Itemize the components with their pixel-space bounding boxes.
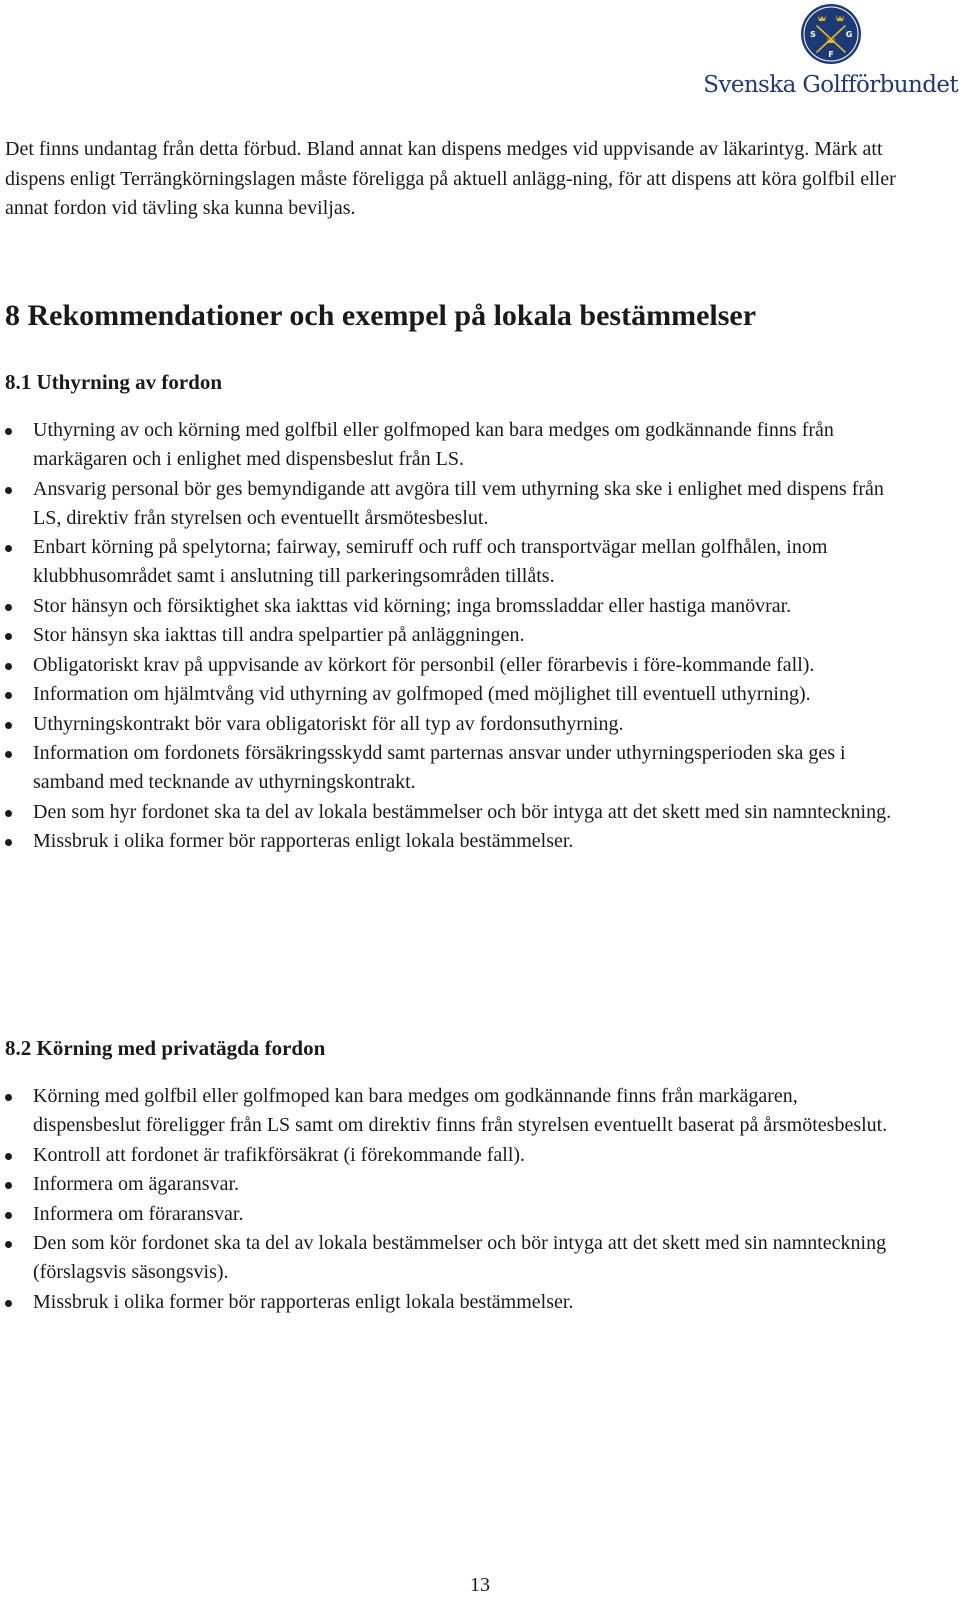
list-item (0, 651, 900, 680)
bullet-icon (5, 428, 12, 435)
logo-text: Svenska Golfförbundet (703, 72, 958, 98)
list-item-text: Stor hänsyn ska iakttas till andra spelpartier på anläggningen. (33, 624, 525, 646)
list-item-text: Uthyrningskontrakt bör vara obligatoriskt för all typ av fordonsuthyrning. (33, 712, 624, 735)
bullet-icon (5, 604, 12, 611)
list-item (0, 1141, 900, 1170)
list-item (0, 1170, 900, 1199)
list-item-text: Information om fordonets försäkringsskydd samt parternas ansvar under uthyrningsperioden ska ges i samband med tecknande av uthyrningskontrakt. (33, 742, 846, 793)
bullet-icon (5, 545, 12, 552)
section-8-2-heading: 8.2 Körning med privatägda fordon (5, 1036, 326, 1060)
list-item (0, 592, 900, 621)
bullet-icon (5, 839, 12, 846)
list-item (0, 416, 900, 474)
list-item (0, 475, 900, 533)
intro-paragraph: Det finns undantag från detta förbud. Bland annat kan dispens medges vid uppvisande av läkarintyg. Märk att dispens enligt Terrängkörningslagen måste föreligga på aktuell anlägg-ning, för att dispens att köra golfbil eller annat fordon vid tävling ska kunna beviljas. (5, 138, 896, 219)
list-item (0, 798, 900, 827)
section-8-1-heading: 8.1 Uthyrning av fordon (5, 370, 223, 394)
section-8-2-list (0, 1082, 900, 1317)
bullet-icon (5, 1300, 12, 1307)
list-item-text: Kontroll att fordonet är trafikförsäkrat (i förekommande fall). (33, 1143, 526, 1166)
list-item-text: Körning med golfbil eller golfmoped kan bara medges om godkännande finns från markägaren, dispensbeslut föreligger från LS samt om direktiv finns från styrelsen eventuellt baserat på årsmötesbeslut. (33, 1085, 888, 1136)
logo (696, 2, 958, 104)
list-item (0, 827, 900, 856)
bullet-icon (5, 1212, 12, 1219)
bullet-icon (5, 1182, 12, 1189)
section-8-heading: 8 Rekommendationer och exempel på lokala bestämmelser (5, 299, 757, 332)
list-item-text: Den som kör fordonet ska ta del av lokala bestämmelser och bör intyga att det skett med sin namnteckning (förslagsvis säsongsvis). (33, 1232, 887, 1283)
bullet-icon (5, 1094, 12, 1101)
logo-letter-f: F (828, 50, 834, 59)
list-item-text: Missbruk i olika former bör rapporteras enligt lokala bestämmelser. (33, 1290, 574, 1313)
bullet-icon (5, 810, 12, 817)
sgf-emblem-icon (800, 2, 862, 66)
bullet-icon (5, 633, 12, 640)
list-item-text: Uthyrning av och körning med golfbil eller golfmoped kan bara medges om godkännande finns från markägaren och i enlighet med dispensbeslut från LS. (33, 419, 834, 470)
list-item (0, 1200, 900, 1229)
list-item-text: Stor hänsyn och försiktighet ska iakttas vid körning; inga bromssladdar eller hastiga manövrar. (33, 594, 792, 617)
bullet-icon (5, 663, 12, 670)
list-item (0, 1288, 900, 1317)
list-item (0, 1229, 900, 1287)
bullet-icon (5, 722, 12, 729)
list-item-text: Informera om ägaransvar. (33, 1173, 240, 1195)
section-8-1-list (0, 416, 900, 857)
list-item-text: Obligatoriskt krav på uppvisande av körkort för personbil (eller förarbevis i före-kommande fall). (33, 653, 815, 676)
list-item (0, 739, 900, 797)
list-item (0, 710, 900, 739)
list-item-text: Den som hyr fordonet ska ta del av lokala bestämmelser och bör intyga att det skett med sin namnteckning. (33, 800, 892, 823)
bullet-icon (5, 751, 12, 758)
list-item (0, 680, 900, 709)
bullet-icon (5, 487, 12, 494)
list-item-text: Enbart körning på spelytorna; fairway, semiruff och ruff och transportvägar mellan golfhålen, inom klubbhusområdet samt i anslutning till parkeringsområden tillåts. (33, 536, 828, 587)
list-item-text: Informera om föraransvar. (33, 1202, 244, 1225)
list-item-text: Information om hjälmtvång vid uthyrning av golfmoped (med möjlighet till eventuell uthyrning). (33, 683, 811, 705)
bullet-icon (5, 1153, 12, 1160)
logo-letter-g: G (845, 30, 853, 39)
list-item (0, 533, 900, 591)
bullet-icon (5, 1241, 12, 1248)
logo-letter-s: S (810, 30, 816, 39)
page-number: 13 (470, 1574, 490, 1596)
list-item-text: Missbruk i olika former bör rapporteras enligt lokala bestämmelser. (33, 830, 574, 852)
bullet-icon (5, 692, 12, 699)
list-item (0, 1082, 900, 1140)
list-item (0, 621, 900, 650)
list-item-text: Ansvarig personal bör ges bemyndigande att avgöra till vem uthyrning ska ske i enlighet med dispens från LS, direktiv från styrelsen och eventuellt årsmötesbeslut. (33, 477, 884, 529)
